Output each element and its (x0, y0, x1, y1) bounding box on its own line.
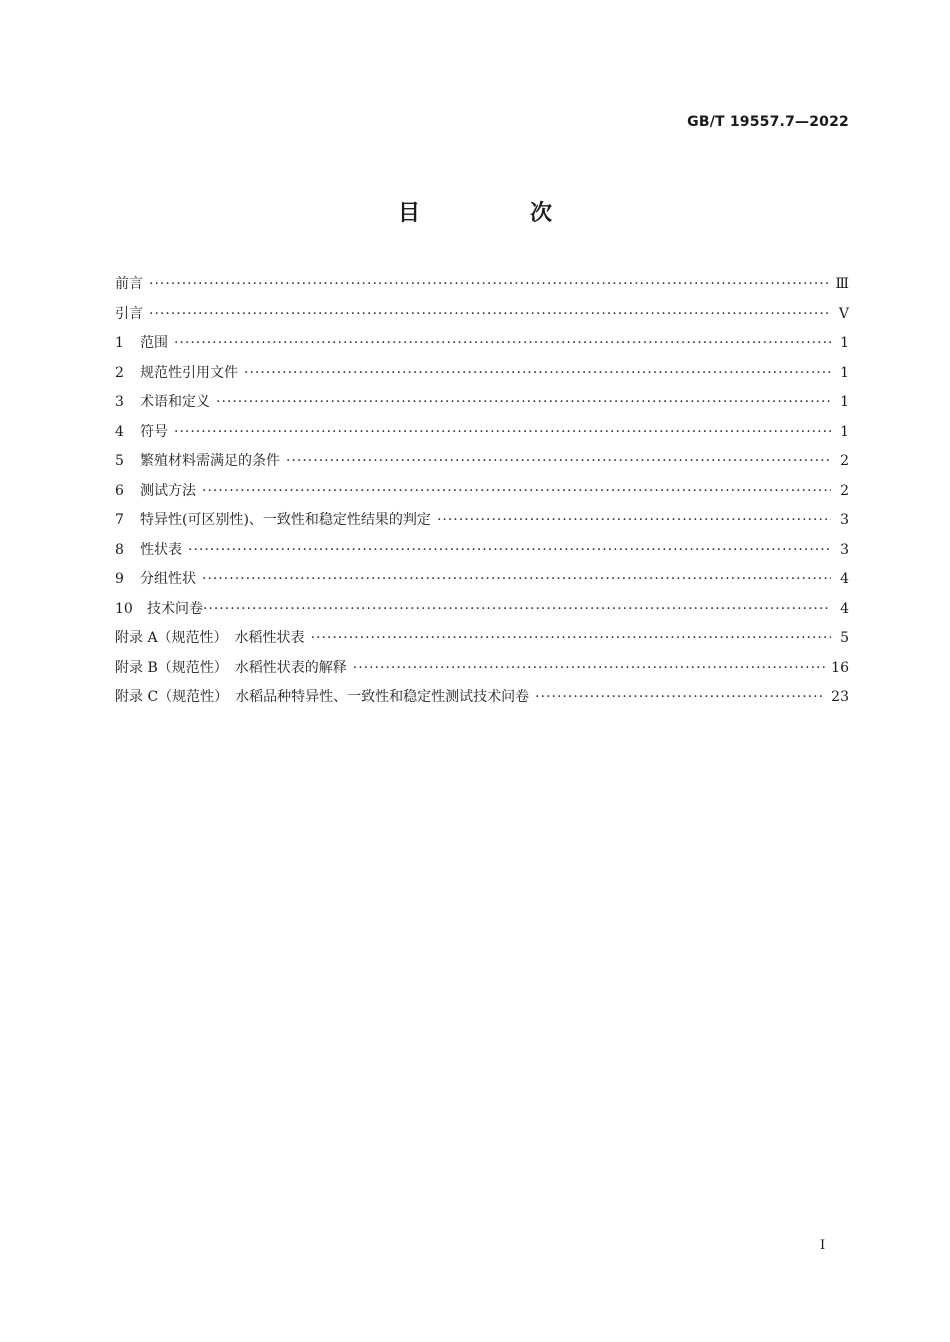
toc-entry-label: 引言 (115, 305, 143, 322)
toc-entry[interactable] (115, 506, 849, 536)
toc-entry[interactable] (115, 418, 849, 448)
toc-leader-dots (149, 270, 829, 300)
toc-entry-label: 分组性状 (140, 571, 196, 587)
toc-leader-dots (311, 624, 831, 654)
toc-entry-label: 特异性(可区别性)、一致性和稳定性结果的判定 (140, 512, 431, 528)
toc-leader-dots (188, 536, 831, 566)
toc-entry[interactable] (115, 595, 849, 625)
toc-title: 目 次 (397, 201, 596, 226)
toc-entry[interactable] (115, 270, 849, 300)
toc-entry-page: 5 (840, 630, 849, 646)
toc-entry[interactable] (115, 300, 849, 330)
toc-entry-page: 4 (840, 571, 849, 587)
toc-entry[interactable] (115, 477, 849, 507)
toc-entry-page: 2 (840, 453, 849, 469)
toc-entry[interactable] (115, 329, 849, 359)
toc-leader-dots (353, 654, 825, 684)
toc-entry-page: 23 (831, 689, 849, 705)
toc-entry-number: 3 (115, 394, 124, 410)
toc-leader-dots (437, 506, 831, 536)
toc-entry-label: 规范性引用文件 (140, 364, 238, 381)
toc-entry[interactable] (115, 683, 849, 713)
toc-entry-label: 技术问卷 (147, 600, 203, 617)
toc-leader-dots (174, 329, 831, 359)
toc-entry-page: 16 (831, 659, 849, 676)
toc-entry[interactable] (115, 624, 849, 654)
toc-leader-dots (174, 418, 831, 448)
toc-entry-page: 4 (840, 600, 849, 617)
toc-entry-page: 3 (840, 541, 849, 558)
toc-entry-page: Ⅲ (835, 276, 849, 292)
toc-entry-label: 前言 (115, 276, 143, 292)
toc-entry[interactable] (115, 359, 849, 389)
toc-entry-label: 符号 (140, 423, 168, 440)
toc-leader-dots (286, 447, 831, 477)
toc-entry-number: 6 (115, 482, 124, 499)
toc-entry-page: 1 (840, 423, 849, 440)
page-number: I (820, 1238, 826, 1253)
toc-entry-label: 附录 B（规范性） 水稻性状表的解释 (115, 659, 347, 676)
document-number: GB/T 19557.7—2022 (687, 114, 849, 130)
toc-entry-number: 7 (115, 512, 124, 528)
toc-entry-label: 术语和定义 (140, 394, 210, 410)
toc-entry-number: 9 (115, 571, 124, 587)
toc-entry-page: 1 (840, 335, 849, 351)
toc-entry-label: 附录 A（规范性） 水稻性状表 (115, 630, 305, 646)
toc-entry-label: 范围 (140, 335, 168, 351)
toc-entry-page: 1 (840, 394, 849, 410)
toc-entry-label: 附录 C（规范性） 水稻品种特异性、一致性和稳定性测试技术问卷 (115, 689, 530, 705)
toc-entry[interactable] (115, 565, 849, 595)
toc-entry-number: 5 (115, 453, 124, 469)
toc-entry-number: 2 (115, 364, 124, 381)
toc-leader-dots (149, 300, 831, 330)
toc-entry-page: 2 (840, 482, 849, 499)
toc-entry-page: 1 (840, 364, 849, 381)
toc-entry-label: 测试方法 (140, 482, 196, 499)
toc-entry-number: 10 (115, 600, 133, 617)
toc-leader-dots (202, 565, 831, 595)
toc-entry[interactable] (115, 654, 849, 684)
toc-entry-page: Ⅴ (838, 305, 849, 322)
table-of-contents (115, 270, 849, 713)
toc-entry-label: 繁殖材料需满足的条件 (140, 453, 280, 469)
toc-entry[interactable] (115, 536, 849, 566)
toc-leader-dots (216, 388, 831, 418)
toc-entry[interactable] (115, 388, 849, 418)
toc-leader-dots (203, 595, 831, 625)
toc-leader-dots (535, 683, 825, 713)
toc-leader-dots (202, 477, 831, 507)
toc-leader-dots (244, 359, 831, 389)
toc-entry-page: 3 (840, 512, 849, 528)
toc-entry[interactable] (115, 447, 849, 477)
toc-entry-number: 1 (115, 335, 124, 351)
toc-entry-number: 8 (115, 541, 124, 558)
toc-entry-number: 4 (115, 423, 124, 440)
toc-entry-label: 性状表 (140, 541, 182, 558)
